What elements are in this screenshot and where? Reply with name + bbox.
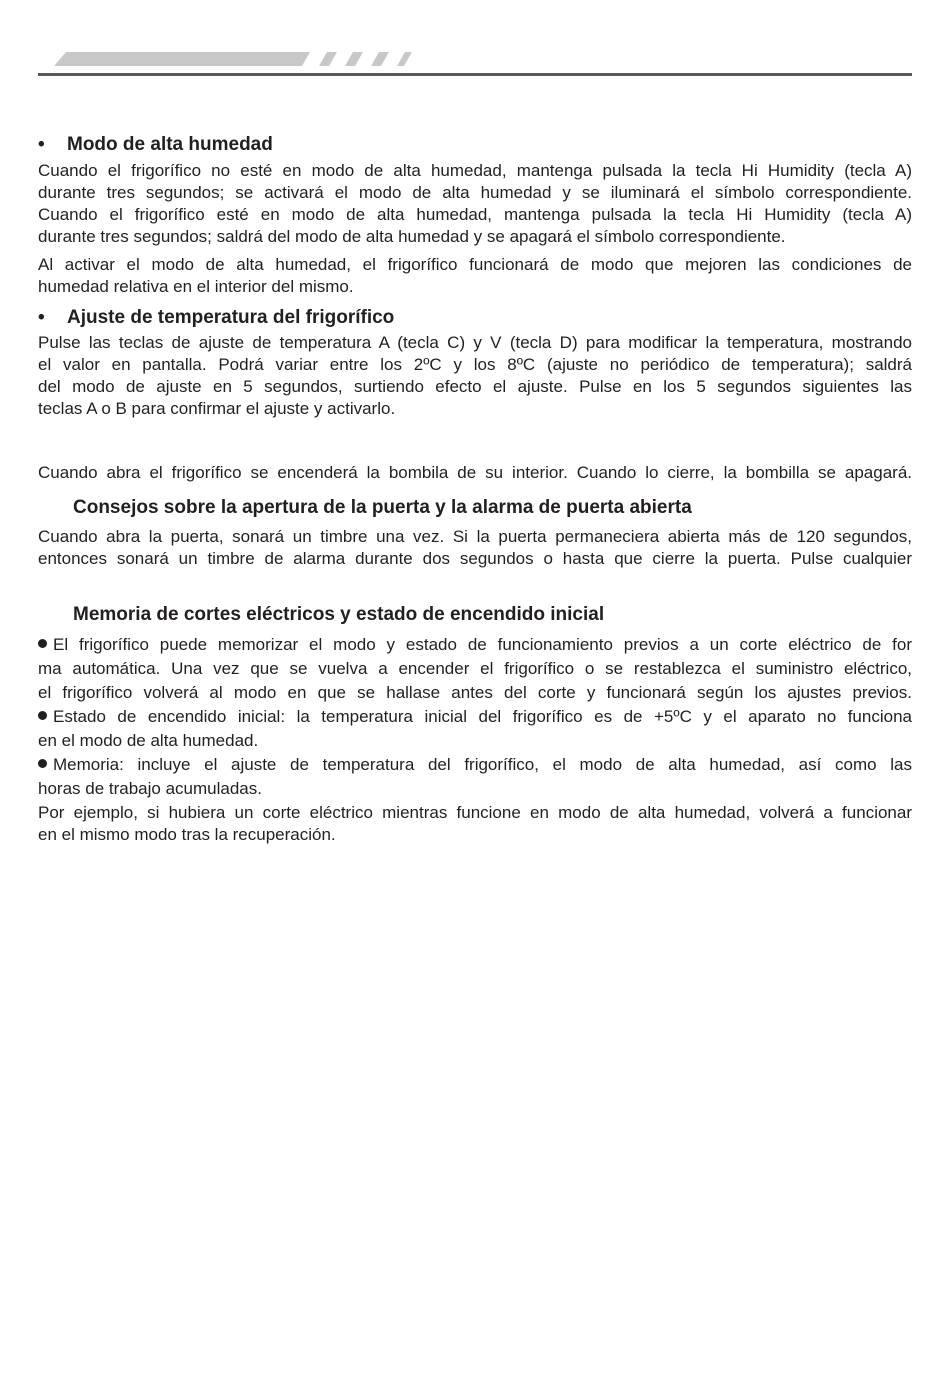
heading-temperature: Ajuste de temperatura del frigorífico [67,307,395,328]
humidity-paragraph-1: Cuando el frigorífico no esté en modo de alta humedad, mantenga pulsada la tecla Hi Humidity (tecla A) durante tres segundos; se activará el modo de alta humedad y se iluminará el símbolo correspondiente. Cuando el frigorífico esté en modo de alta humedad, mantenga pulsada la tecla Hi Humidity (tecla A) durante tres segundos; saldrá del modo de alta humedad y se apagará el símbolo correspondiente. [38,161,912,246]
memory-bullet-1: El frigorífico puede memorizar el modo y estado de funcionamiento previos a un corte eléctrico de for ma automática. Una vez que se vuelva a encender el frigorífico o se restablezca el suministro eléctrico, el frigorífico volverá al modo en que se hallase antes del corte y funcionará según los ajustes previos. [38,635,912,702]
bullet-icon: • [38,307,45,328]
humidity-paragraph-2: Al activar el modo de alta humedad, el frigorífico funcionará de modo que mejoren las condiciones de humedad relativa en el interior del mismo. [38,255,912,296]
heading-memory: Memoria de cortes eléctricos y estado de encendido inicial [73,604,605,625]
memory-example-paragraph: Por ejemplo, si hubiera un corte eléctrico mientras funcione en modo de alta humedad, volverá a funcionar en el mismo modo tras la recuperación. [38,803,912,844]
bullet-dot-icon [38,639,47,648]
lamp-paragraph: Cuando abra el frigorífico se encenderá la bombila de su interior. Cuando lo cierre, la bombilla se apagará. [38,463,912,482]
bullet-icon: • [38,134,45,155]
memory-bullet-2: Estado de encendido inicial: la temperatura inicial del frigorífico es de +5ºC y el aparato no funciona en el modo de alta humedad. [38,707,912,750]
header-rule [38,73,912,76]
bullet-dot-icon [38,759,47,768]
bullet-dot-icon [38,711,47,720]
temperature-paragraph: Pulse las teclas de ajuste de temperatura A (tecla C) y V (tecla D) para modificar la temperatura, mostrando el valor en pantalla. Podrá variar entre los 2ºC y los 8ºC (ajuste no periódico de temperatura); saldrá del modo de ajuste en 5 segundos, surtiendo efecto el ajuste. Pulse en los 5 segundos siguientes las teclas A o B para confirmar el ajuste y activarlo. [38,333,912,418]
memory-bullet-3: Memoria: incluye el ajuste de temperatura del frigorífico, el modo de alta humedad, así como las horas de trabajo acumuladas. [38,755,912,798]
heading-humidity: Modo de alta humedad [67,134,273,155]
heading-door: Consejos sobre la apertura de la puerta y la alarma de puerta abierta [73,497,692,518]
door-paragraph: Cuando abra la puerta, sonará un timbre una vez. Si la puerta permaneciera abierta más de 120 segundos, entonces sonará un timbre de alarma durante dos segundos o hasta que cierre la puerta. Pulse cualquier [38,527,912,568]
